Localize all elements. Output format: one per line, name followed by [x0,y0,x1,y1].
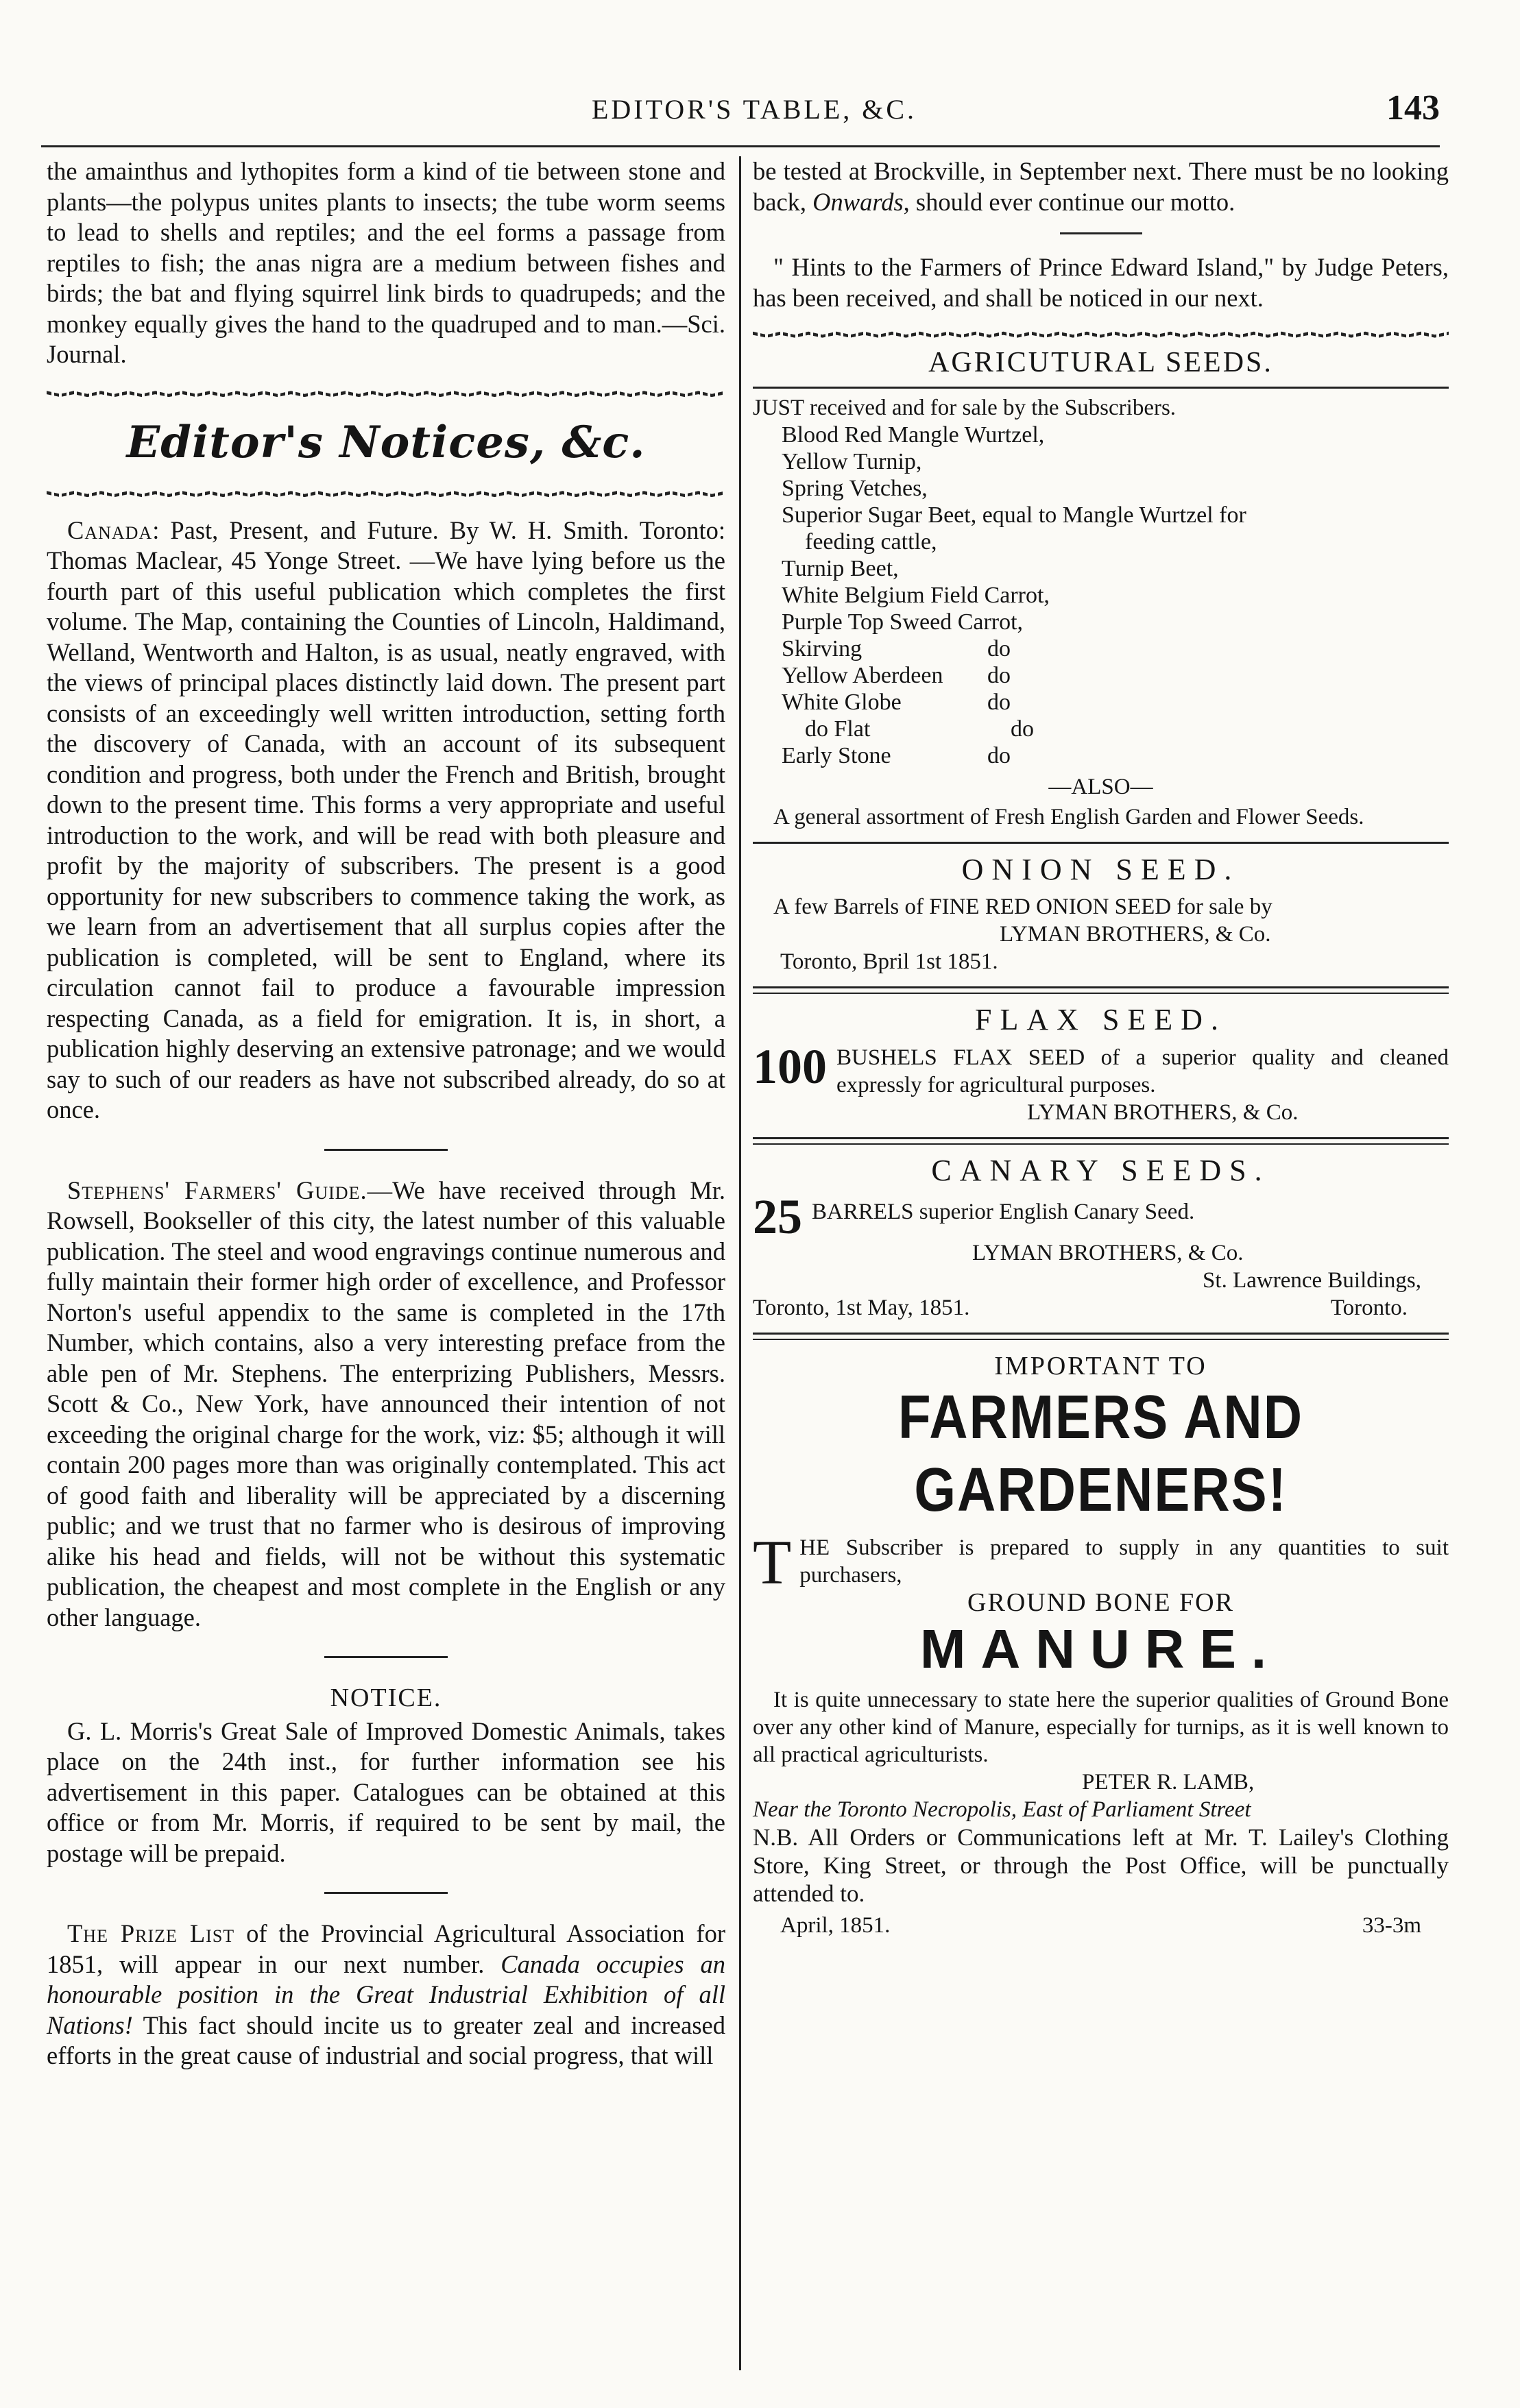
seed-item [782,582,1449,609]
seed-item [782,689,1449,716]
notice-text: G. L. Morris's Great Sale of Improved Domestic Animals, takes place on the 24th inst., for further information see his advertisement in this paper. Catalogues can be obtained at this office or from Mr. Morris, if required to be sent by mail, the postage will be prepaid. [47,1716,725,1867]
ad-rule [753,986,1449,994]
right-column [753,156,1449,1939]
seed-item [782,475,1449,502]
seed-item [782,555,1449,582]
ad-rule [753,387,1449,389]
ad-manure-body: It is quite unnecessary to state here the superior qualities of Ground Bone over any other kind of Manure, especially for turnips, as it is well known to all practical agriculturists. [753,1687,1449,1767]
intro-paragraph: the amainthus and lythopites form a kind of tie between stone and plants—the polypus unites plants to insects; the tube worm seems to lead to shells and reptiles; and the eel forms a passage from reptiles to fish; the anas nigra are a medium between fishes and birds; the bat and flying squirrel link birds to quadrupeds; and the monkey equally gives the hand to the quadruped and to man.—Sci. Journal. [47,157,725,368]
ad-manure-title: MANURE. [919,1618,1282,1679]
stephens-lead: Stephens' Farmers' Guide. [67,1176,367,1204]
ad-general-assortment: A general assortment of Fresh English Garden and Flower Seeds. [773,804,1364,829]
seed-name: Turnip Beet, [782,555,899,581]
ad-lamb-date: April, 1851. [780,1912,891,1938]
ad-canary-sign: LYMAN BROTHERS, & Co. [972,1241,1244,1265]
divider [324,1149,448,1151]
wavy-rule [47,485,725,500]
ad-canary-city: Toronto. [1330,1296,1408,1320]
notice-heading: NOTICE. [330,1683,442,1712]
prize-lead: The Prize List [67,1919,235,1947]
ad-onion-place: Toronto, Bpril 1st 1851. [780,949,998,974]
seed-item [782,448,1449,475]
stephens-text: —We have received through Mr. Rowsell, Bookseller of this city, the latest number of this valuable publication. The steel and wood engravings continue numerous and fully maintain their former high order of excellence, and Professor Norton's useful appendix to the same is completed in the 17th Number, which contains, also a very interesting preface from the able pen of Mr. Stephens. The enterprizing Publishers, Messrs. Scott & Co., New York, have announced their intention of not exceeding the original charge for the work, viz: $5; although it will contain 200 pages more than was originally contemplated. This act of good faith and liberality will be appreciated by a discerning public; and we trust that no farmer who is desirous of improving alike his head and fields, will not be without this systematic publication, the cheapest and most complete in the English or any other language. [47,1176,725,1631]
seed-ditto: do [987,689,1011,715]
wavy-rule [47,385,725,400]
header-rule [41,145,1440,147]
seed-item [782,422,1449,448]
ad-farmers-title: FARMERS AND GARDENERS! [897,1382,1304,1524]
ad-nb: N.B. All Orders or Communications left at Mr. T. Lailey's Clothing Store, King Street, or through the Post Office, will be punctually attended to. [753,1823,1449,1907]
prize-end: This fact should incite us to greater zeal and increased efforts in the great cause of industrial and social progress, that will [47,2010,725,2069]
divider [1060,232,1142,234]
running-title: EDITOR'S TABLE, &C. [591,94,917,125]
ad-flax-seed-heading: FLAX SEED. [975,1003,1227,1036]
seed-ditto: do [1011,716,1034,742]
seed-ditto: do [987,662,1011,688]
ad-agricultural-seeds-heading: AGRICUTURAL SEEDS. [928,347,1273,378]
seed-ditto: do [987,635,1011,661]
continued-text: be tested at Brockville, in September next. There must be no looking back, [753,157,1449,216]
wavy-rule [753,326,1449,341]
dropcap-letter: T [753,1527,792,1597]
ad-also: —ALSO— [1048,774,1153,799]
onwards-word: Onwards [812,187,904,216]
ad-subscriber-intro [753,1527,1449,1597]
seed-ditto: do [987,742,1011,768]
seed-item [782,635,1449,662]
ad-agricultural-intro: JUST received and for sale by the Subscribers. [753,395,1177,420]
section-title: Editor's Notices, &c. [126,416,646,468]
ad-flax-sign: LYMAN BROTHERS, & Co. [1027,1099,1299,1125]
ad-subscriber-text: HE Subscriber is prepared to supply in any quantities to suit purchasers, [799,1535,1449,1588]
left-column [47,156,725,2071]
ad-rule [753,842,1449,844]
seed-name: feeding cattle, [805,528,937,555]
running-head [69,85,1440,133]
ad-canary-number: 25 [753,1189,802,1244]
ad-important-to: IMPORTANT TO [994,1352,1207,1381]
seed-name: White Globe [782,689,902,715]
seed-name: Superior Sugar Beet, equal to Mangle Wurtzel for [782,502,1246,528]
divider [324,1656,448,1658]
prize-text: of the Provincial Agricultural Association for 1851, will appear in our next number. [47,1919,725,1978]
ad-canary-text: BARRELS superior English Canary Seed. [812,1200,1195,1224]
canada-text: : Past, Present, and Future. By W. H. Smith. Toronto: Thomas Maclear, 45 Yonge Street. —We have lying before us the fourth part of this useful publication which completes the first volume. The Map, containing the Counties of Lincoln, Haldimand, Welland, Wentworth and Halton, is as usual, neatly engraved, with the views of principal places distinctly laid down. The present part consists of an exceedingly well written introduction, setting forth the discovery of Canada, with an account of its subsequent condition and progress, both under the French and British, brought down to the present time. This forms a very appropriate and useful introduction to the work, and will be read with both pleasure and profit by the majority of subscribers. The present is a good opportunity for new subscribers to commence taking the work, as we learn from an advertisement that all surplus copies after the publication is completed, will be sent to England, where its circulation cannot fail to produce a favourable impression respecting Canada, as a field for emigration. It is, in short, a publication highly deserving an extensive patronage; and we would say to such of our readers as have not subscribed already, do so at once. [47,515,725,1123]
prize-italic: Canada occupies an honourable position in the Great Industrial Exhibition of all Nations! [47,1949,725,2039]
seed-name: Early Stone [782,742,891,768]
ad-canary-body [753,1189,1449,1244]
ad-lamb-sign: PETER R. LAMB, [1082,1769,1255,1795]
seed-name: Spring Vetches, [782,475,928,501]
seed-item [782,742,1449,769]
ad-onion-text: A few Barrels of FINE RED ONION SEED for sale by [773,895,1272,919]
ad-lamb-address: Near the Toronto Necropolis, East of Parliament Street [753,1797,1251,1822]
seed-name: Yellow Aberdeen [782,662,943,688]
ad-onion-seed-heading: ONION SEED. [961,852,1240,886]
ad-canary-address: St. Lawrence Buildings, [1203,1268,1421,1293]
ad-flax-number: 100 [753,1038,827,1094]
ad-canary-seeds-heading: CANARY SEEDS. [931,1153,1270,1187]
hints-notice: " Hints to the Farmers of Prince Edward Island," by Judge Peters, has been received, and shall be noticed in our next. [753,253,1449,312]
seed-name: do Flat [805,716,871,742]
canada-lead: Canada [67,515,153,544]
ad-flax-text: BUSHELS FLAX SEED of a superior quality and cleaned expressly for agricultural purposes. [836,1045,1449,1097]
seed-item [782,662,1449,689]
seed-list [782,422,1449,769]
stephens-notice [47,1176,725,1633]
seed-name: Skirving [782,635,862,661]
page-number: 143 [1386,88,1440,127]
ad-lamb-footer [753,1912,1449,1939]
prize-notice [47,1919,725,2071]
continued-paragraph [753,156,1449,217]
seed-item [782,528,1449,555]
ad-rule [753,1137,1449,1145]
continued-text-end: , should ever continue our motto. [903,187,1235,216]
seed-item [782,716,1449,742]
seed-name: Yellow Turnip, [782,448,922,474]
seed-name: White Belgium Field Carrot, [782,582,1050,608]
divider [324,1892,448,1894]
ad-lamb-code: 33-3m [1362,1912,1421,1938]
ad-flax-body [753,1038,1449,1099]
column-divider [739,156,741,2370]
ad-onion-sign: LYMAN BROTHERS, & Co. [1000,922,1271,947]
seed-item [782,609,1449,635]
ad-canary-footer [753,1294,1449,1322]
ad-rule [753,1333,1449,1340]
seed-name: Purple Top Sweed Carrot, [782,609,1024,635]
seed-item [782,502,1449,528]
ad-ground-bone: GROUND BONE FOR [967,1588,1234,1617]
ad-canary-date: Toronto, 1st May, 1851. [753,1296,970,1320]
canada-notice [47,515,725,1126]
seed-name: Blood Red Mangle Wurtzel, [782,422,1045,448]
